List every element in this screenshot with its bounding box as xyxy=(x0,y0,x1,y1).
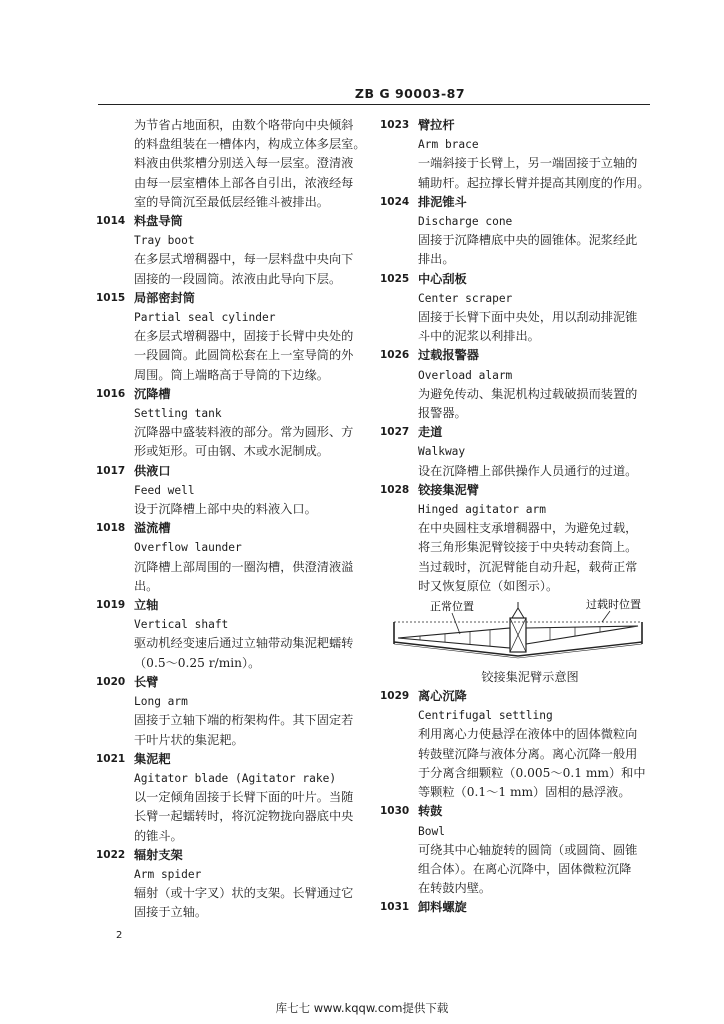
entry-term: 转鼓 xyxy=(418,804,443,819)
entry-term: 溢流槽 xyxy=(134,521,171,536)
entry-english: Settling tank xyxy=(134,407,222,421)
entry-heading xyxy=(96,750,366,769)
entry-definition-line: 当过载时，沉泥臂能自动升起，载荷正常 xyxy=(418,559,638,574)
download-footer: 库七七 www.kqqw.com提供下载 xyxy=(275,1001,449,1015)
term-entry xyxy=(96,596,366,673)
entry-english: Arm spider xyxy=(134,867,202,881)
term-entry xyxy=(380,481,650,596)
entry-definition-line: 等颗粒（0.1～1 mm）固相的悬浮液。 xyxy=(418,785,631,800)
entry-definition-line: 斗中的泥浆以利排出。 xyxy=(418,329,540,344)
entry-definition-line: 沉降槽上部周围的一圈沟槽，供澄清液溢 xyxy=(134,559,354,574)
entry-definition-line: 辅助杆。起拉撑长臂并提高其刚度的作用。 xyxy=(418,175,650,190)
entry-term: 长臂 xyxy=(134,674,159,689)
term-entry xyxy=(380,802,650,898)
intro-line: 料液由供浆槽分别送入每一层室。澄清液 xyxy=(134,156,354,171)
term-entry xyxy=(380,193,650,270)
entry-definition-line: 在转鼓内壁。 xyxy=(418,881,492,896)
entry-heading xyxy=(380,802,650,821)
entry-number: 1029 xyxy=(380,690,410,703)
left-entries xyxy=(96,212,366,923)
entry-english: Center scraper xyxy=(418,291,513,305)
entry-english: Vertical shaft xyxy=(134,618,229,632)
intro-line: 的料盘组装在一槽体内，构成立体多层室。 xyxy=(134,137,366,152)
entry-number: 1027 xyxy=(380,426,410,439)
entry-definition-line: 利用离心力使悬浮在液体中的固体微粒向 xyxy=(418,727,638,742)
figure-caption: 铰接集泥臂示意图 xyxy=(481,670,579,685)
entry-term: 排泥锥斗 xyxy=(418,194,467,209)
entry-heading xyxy=(96,289,366,308)
term-entry xyxy=(380,116,650,193)
entry-definition-line: 干叶片状的集泥耙。 xyxy=(134,732,244,747)
entry-definition-line: 固接于沉降槽底中央的圆锥体。泥浆经此 xyxy=(418,233,638,248)
intro-line: 由每一层室槽体上部各自引出，浓液经每 xyxy=(134,175,354,190)
entry-definition-line: 设在沉降槽上部供操作人员通行的过道。 xyxy=(418,463,638,478)
term-entry xyxy=(380,687,650,802)
right-column xyxy=(380,116,650,918)
entry-english: Overload alarm xyxy=(418,368,513,382)
entry-heading xyxy=(380,687,650,706)
term-entry xyxy=(96,462,366,520)
entry-definition-line: 在中央圆柱支承增稠器中，为避免过载， xyxy=(418,521,638,536)
entry-number: 1015 xyxy=(96,291,126,304)
entry-term: 铰接集泥臂 xyxy=(418,482,479,497)
entry-term: 臂拉杆 xyxy=(418,118,455,132)
entry-english: Agitator blade (Agitator rake) xyxy=(134,771,337,785)
entry-definition-line: 固接于立轴。 xyxy=(134,905,208,920)
entry-heading xyxy=(380,481,650,500)
entry-number: 1020 xyxy=(96,675,126,688)
entry-heading xyxy=(96,519,366,538)
term-entry xyxy=(96,385,366,462)
entry-english: Partial seal cylinder xyxy=(134,311,276,325)
entry-heading xyxy=(96,462,366,481)
entry-english: Long arm xyxy=(134,695,188,709)
entry-definition-line: 为避免传动、集泥机构过载破损而装置的 xyxy=(418,386,638,401)
entry-definition-line: 将三角形集泥臂铰接于中央转动套筒上。 xyxy=(418,540,638,555)
entry-term: 沉降槽 xyxy=(134,386,171,401)
entry-definition-line: 以一定倾角固接于长臂下面的叶片。当随 xyxy=(134,790,354,805)
left-column xyxy=(96,116,366,923)
entry-english: Hinged agitator arm xyxy=(418,503,546,517)
right-entries-top xyxy=(380,116,650,596)
entry-definition-line: 出。 xyxy=(134,578,159,593)
entry-term: 离心沉降 xyxy=(418,689,467,704)
entry-definition-line: 于分离含细颗粒（0.005～0.1 mm）和中 xyxy=(418,765,646,780)
entry-definition-line: 驱动机经变速后通过立轴带动集泥耙蠕转 xyxy=(134,636,354,651)
entry-definition-line: 沉降器中盛装料液的部分。常为圆形、方 xyxy=(134,425,354,440)
entry-term: 集泥耙 xyxy=(134,751,171,766)
entry-heading xyxy=(96,596,366,615)
term-entry xyxy=(96,519,366,596)
entry-english: Discharge cone xyxy=(418,215,513,229)
intro-line: 为节省占地面积，由数个咯带向中央倾斜 xyxy=(134,118,354,132)
term-entry xyxy=(380,898,650,917)
term-entry xyxy=(96,846,366,923)
entry-definition-line: 辐射（或十字叉）状的支架。长臂通过它 xyxy=(134,886,354,901)
entry-number: 1025 xyxy=(380,272,410,285)
entry-number: 1030 xyxy=(380,805,410,818)
entry-heading xyxy=(380,193,650,212)
entry-definition-line: 时又恢复原位（如图示）。 xyxy=(418,578,559,593)
entry-number: 1031 xyxy=(380,901,410,914)
entry-definition-line: 可绕其中心轴旋转的圆筒（或圆筒、圆锥 xyxy=(418,842,638,857)
entry-term: 走道 xyxy=(418,425,443,440)
entry-english: Tray boot xyxy=(134,234,195,248)
hinged-arm-diagram xyxy=(390,598,658,662)
term-entry xyxy=(96,673,366,750)
entry-english: Centrifugal settling xyxy=(418,709,553,723)
entry-definition-line: 报警器。 xyxy=(418,406,467,421)
entry-english: Bowl xyxy=(418,824,445,838)
entry-heading xyxy=(380,423,650,442)
page-number: 2 xyxy=(116,930,123,941)
entry-definition-line: 周围。筒上端略高于导筒的下边缘。 xyxy=(134,367,329,382)
label-normal-position: 正常位置 xyxy=(430,600,474,614)
hinged-arm-figure xyxy=(380,598,650,687)
entry-term: 过载报警器 xyxy=(418,348,479,363)
entry-term: 中心刮板 xyxy=(418,271,467,286)
entry-english: Feed well xyxy=(134,483,195,497)
intro-line: 室的导筒沉至最低层经锥斗被排出。 xyxy=(134,194,329,209)
entry-number: 1026 xyxy=(380,349,410,362)
term-entry xyxy=(96,750,366,846)
term-entry xyxy=(96,289,366,385)
entry-term: 料盘导筒 xyxy=(134,214,183,229)
entry-number: 1017 xyxy=(96,464,126,477)
entry-term: 立轴 xyxy=(134,598,159,613)
term-entry xyxy=(96,212,366,289)
entry-heading xyxy=(96,846,366,865)
entry-number: 1023 xyxy=(380,119,410,131)
entry-english: Arm brace xyxy=(418,138,479,152)
entry-definition-line: 长臂一起蠕转时，将沉淀物拢向器底中央 xyxy=(134,809,354,824)
entry-number: 1019 xyxy=(96,599,126,612)
entry-term: 供液口 xyxy=(134,463,171,478)
term-entry xyxy=(380,346,650,423)
entry-heading xyxy=(380,116,650,135)
entry-definition-line: 形或矩形。可由钢、木或水泥制成。 xyxy=(134,444,329,459)
entry-number: 1022 xyxy=(96,848,126,861)
entry-definition-line: （0.5～0.25 r/min）。 xyxy=(134,655,261,670)
entry-definition-line: 在多层式增稠器中，每一层料盘中央向下 xyxy=(134,252,354,267)
entry-definition-line: 设于沉降槽上部中央的料液入口。 xyxy=(134,502,317,517)
entry-definition-line: 固接于立轴下端的桁架构件。其下固定若 xyxy=(134,713,354,728)
entry-term: 卸料螺旋 xyxy=(418,900,467,915)
entry-english: Overflow launder xyxy=(134,541,242,555)
entry-number: 1021 xyxy=(96,752,126,765)
entry-term: 辐射支架 xyxy=(134,847,183,862)
entry-number: 1024 xyxy=(380,195,410,208)
entry-definition-line: 排出。 xyxy=(418,252,455,267)
entry-heading xyxy=(380,898,650,917)
entry-heading xyxy=(96,385,366,404)
entry-number: 1018 xyxy=(96,522,126,535)
entry-term: 局部密封筒 xyxy=(134,290,195,305)
right-entries-bottom xyxy=(380,687,650,917)
label-overload-position: 过载时位置 xyxy=(586,598,641,612)
entry-heading xyxy=(96,212,366,231)
entry-number: 1028 xyxy=(380,483,410,496)
entry-definition-line: 组合体）。在离心沉降中，固体微粒沉降 xyxy=(418,861,632,876)
entry-definition-line: 一端斜接于长臂上，另一端固接于立轴的 xyxy=(418,156,638,171)
intro-paragraph xyxy=(96,116,366,212)
entry-definition-line: 的锥斗。 xyxy=(134,828,183,843)
entry-definition-line: 转鼓壁沉降与液体分离。离心沉降一般用 xyxy=(418,746,638,761)
entry-heading xyxy=(380,270,650,289)
term-entry xyxy=(380,423,650,481)
standard-code-header: ZB G 90003-87 xyxy=(354,86,466,101)
entry-english: Walkway xyxy=(418,445,466,459)
entry-number: 1016 xyxy=(96,387,126,400)
entry-number: 1014 xyxy=(96,215,126,228)
term-entry xyxy=(380,270,650,347)
entry-heading xyxy=(380,346,650,365)
entry-definition-line: 固接于长臂下面中央处，用以刮动排泥锥 xyxy=(418,310,638,325)
entry-definition-line: 一段圆筒。此圆筒松套在上一室导筒的外 xyxy=(134,348,354,363)
entry-definition-line: 在多层式增稠器中，固接于长臂中央处的 xyxy=(134,329,354,344)
header-rule xyxy=(98,104,650,105)
entry-definition-line: 固接的一段圆筒。浓液由此导向下层。 xyxy=(134,271,342,286)
entry-heading xyxy=(96,673,366,692)
